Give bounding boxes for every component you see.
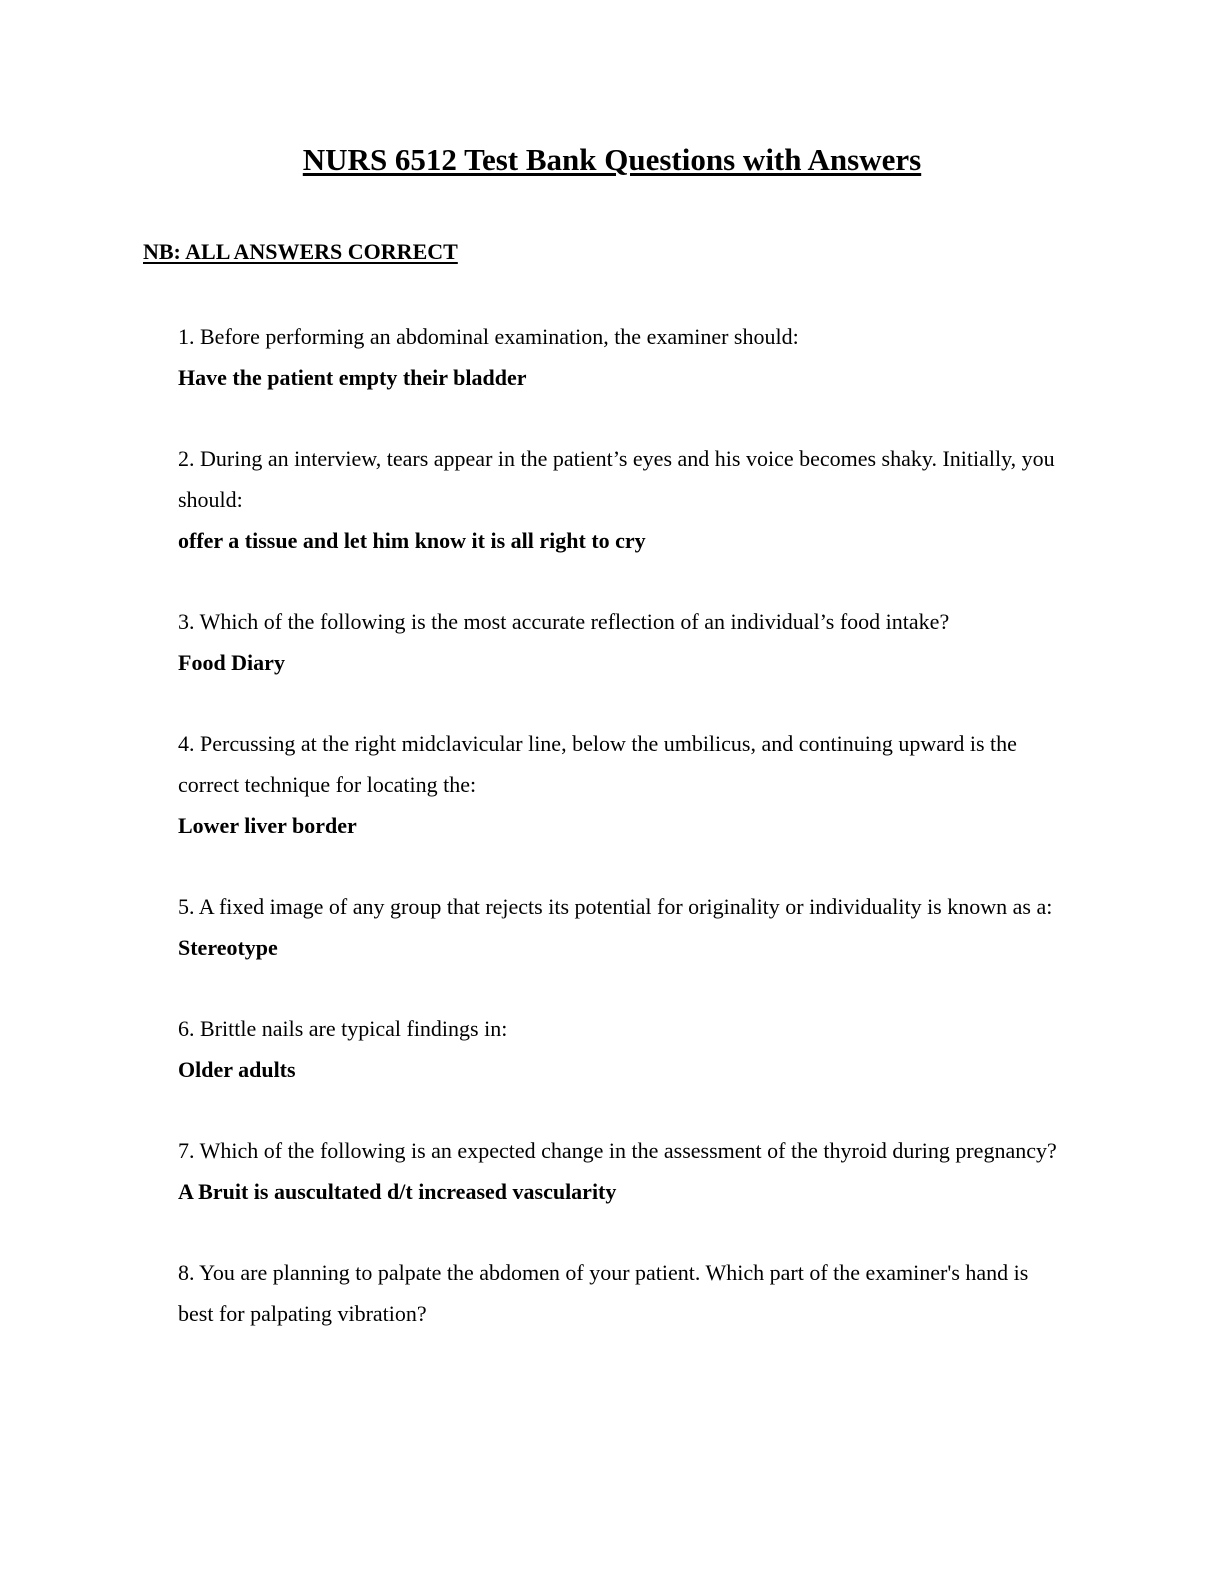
question-item-1 <box>178 316 1058 398</box>
answer-text: A Bruit is auscultated d/t increased vascularity <box>178 1179 617 1204</box>
document-title: NURS 6512 Test Bank Questions with Answers <box>302 142 922 177</box>
answer-text: Have the patient empty their bladder <box>178 365 527 390</box>
answer-text: Stereotype <box>178 935 278 960</box>
question-item-4 <box>178 723 1058 846</box>
question-text: 6. Brittle nails are typical findings in: <box>178 1016 508 1041</box>
question-text: 1. Before performing an abdominal examination, the examiner should: <box>178 324 799 349</box>
answer-text: Older adults <box>178 1057 296 1082</box>
question-item-8 <box>178 1252 1058 1334</box>
question-item-6 <box>178 1008 1058 1090</box>
answer-text: Food Diary <box>178 650 285 675</box>
question-list <box>178 316 1058 1374</box>
answer-text: offer a tissue and let him know it is all right to cry <box>178 528 646 553</box>
answers-note: NB: ALL ANSWERS CORRECT <box>143 239 458 264</box>
answer-text: Lower liver border <box>178 813 357 838</box>
question-item-7 <box>178 1130 1058 1212</box>
question-text: 7. Which of the following is an expected change in the assessment of the thyroid during pregnancy? <box>178 1138 1057 1163</box>
question-item-3 <box>178 601 1058 683</box>
question-text: 3. Which of the following is the most accurate reflection of an individual’s food intake? <box>178 609 950 634</box>
question-item-2 <box>178 438 1058 561</box>
question-text: 4. Percussing at the right midclavicular line, below the umbilicus, and continuing upward is the correct technique for locating the: <box>178 731 1017 797</box>
question-item-5 <box>178 886 1058 968</box>
question-text: 2. During an interview, tears appear in the patient’s eyes and his voice becomes shaky. Initially, you should: <box>178 446 1055 512</box>
question-text: 5. A fixed image of any group that rejects its potential for originality or individuality is known as a: <box>178 894 1053 919</box>
question-text: 8. You are planning to palpate the abdomen of your patient. Which part of the examiner's hand is best for palpating vibration? <box>178 1260 1029 1326</box>
